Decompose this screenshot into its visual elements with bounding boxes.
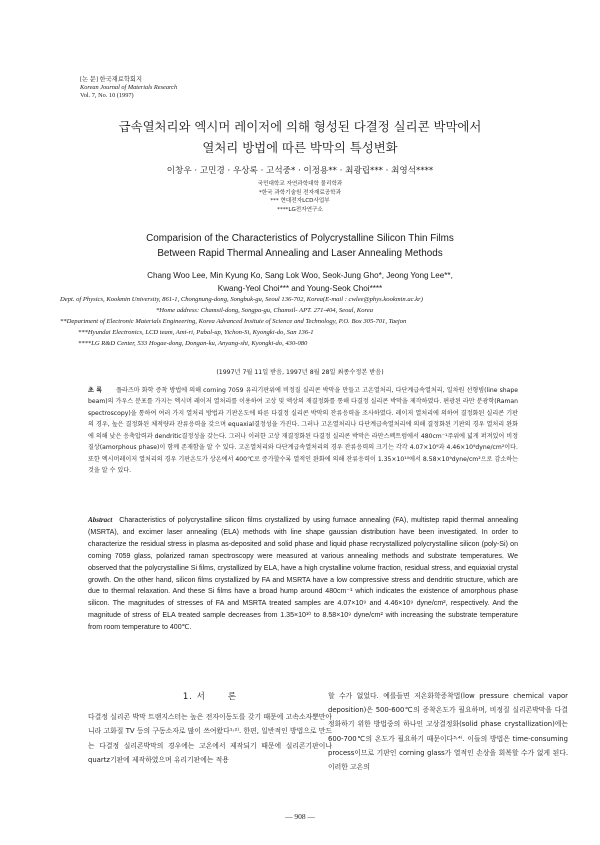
section-title-end: 론	[227, 692, 238, 702]
english-abstract-label: Abstract	[88, 516, 113, 524]
body-column-right	[328, 689, 568, 774]
english-affiliation: ***Hyundai Electronics, LCD team, Ami-ri, Pubal-up, Yichon-Si, Kyongki-do, San 136-1	[78, 329, 314, 336]
english-affiliations	[60, 294, 560, 349]
english-affiliation: **Department of Electronic Materials Engineering, Korea Advanced Insitute of Science and Technology, P.O. Box 305-701, Taejon	[60, 318, 407, 325]
body-text-left: 다결정 실리콘 박막 트랜지스터는 높은 전자이동도를 갖기 때문에 고속소자뿐만아니라 고화질 TV 등의 구동소자로 많이 쓰여왔다¹˒²⁾. 한편, 일반적인 방법으로 만드는 다결정 실리콘박막의 경우에는 고온에서 제작되기 때문에 실리콘기판이나 quartz기판에 제작하였으며 유리기판에는 적용	[88, 713, 332, 764]
english-authors	[0, 269, 600, 295]
korean-affiliation: *** 현대전자LCD사업부	[270, 198, 330, 205]
journal-volume: Vol. 7, No. 10 (1997)	[80, 92, 134, 99]
english-title-line-2: Between Rapid Thermal Annealing and Laser Annealing Methods	[157, 248, 443, 259]
journal-line-korean: [논 문] 한국재료학회지	[80, 76, 143, 83]
english-authors-line-2: Kwang-Yeol Choi*** and Young-Seok Choi****	[217, 284, 383, 293]
korean-affiliation: *한국 과학기술원 전자재료공학과	[258, 189, 341, 196]
english-abstract	[88, 515, 518, 634]
korean-abstract-label: 초 록	[88, 387, 103, 394]
english-title	[0, 231, 600, 261]
page-number: — 908 —	[285, 812, 315, 821]
english-affiliation: Dept. of Physics, Kookmin University, 861-1, Chongnung-dong, Songbuk-gu, Seoul 136-702, Korea(E-mail : cwlee@phys.kookmin.ac.kr)	[60, 296, 423, 303]
korean-abstract-text: 플라즈마 화학 증착 방법에 의해 corning 7059 유리기판위에 비정질 실리콘 박막을 만들고 고온열처리, 다단계급속열처리, 일차원 선형빔(line shape beam)의 가우스 분포를 가지는 엑시머 레이저 열처리를 이용하여 고상 및 액상의 재결정화를 통해 다결정 실리콘 박막을 제작하였다. 편광된 라만 분광학(Raman spectroscopy)을 통하여 여러 가지 열처리 방법과 기판온도에 따른 다결정 실리콘 박막의 잔류응력을 조사하였다. 레이저 열처리에 의하여 결정화된 실리콘 기판의 경우, 높은 결정화된 체적량과 잔류응력을 갖으며 equaxial결정성을 가진다. 그러나 고온열처리나 다단계급속열처리에 의해 결정화된 기판의 경우 열처리 완화에 의해 낮은 응축압력과 dendritic결정성을 갖는다. 그러나 이러한 고상 재결정화된 다결정 실리콘 박막은 라만스펙트럼에서 480cm⁻¹주위에 넓게 퍼져있어 비정질상(amorphous phase)이 함께 존재함을 알 수 있다. 고온열처리와 다단계급속열처리의 경우 잔류응력의 크기는 각각 4.07×10⁹과 4.46×10⁹dyne/cm²이다. 또한 엑시머레이저 열처리의 경우 기판온도가 상온에서 400℃로 증가할수록 열적인 완화에 의해 잔류응력이 1.35×10¹⁰에서 8.58×10⁹dyne/cm²으로 감소하는 것을 알 수 있다.	[88, 387, 518, 475]
section-heading	[88, 690, 332, 704]
english-affiliation: ****LG R&D Center, 533 Hogae-dong, Dongan-ku, Anyang-shi, Kyongki-do, 430-080	[78, 340, 308, 347]
body-column-left	[88, 690, 332, 767]
korean-affiliation: 국민대학교 자연과학대학 물리학과	[257, 181, 343, 187]
korean-affiliations	[0, 180, 600, 214]
english-abstract-text: Characteristics of polycrystalline silicon films crystallized by using furnace annealing (FA), multistep rapid thermal annealing (MSRTA), and excimer laser annealing (ELA) methods with line shape gaussian distribution have been investigated. In order to characterize the residual stress in plasma as-deposited and solid phase and liquid phase recrystallized polycrystalline silicon (poly-Si) on corning 7059 glass, polarized raman spectroscopy were measured at various annealing methods and substrate temperatures. We observed that the polycrystalline Si films, crystallized by ELA, have a high crystalline volume fraction, residual stress, and equiaxial crystal growth. On the other hand, silicon films crystallized by FA and MSRTA have a low compressive stress and dendritic structure, which are due to thermal relaxation. And these Si films have a broad hump around 480cm⁻¹ which indicates the existence of amorphous phase silicon. The magnitudes of stresses of FA and MSRTA treated samples are 4.07×10⁹ and 4.46×10⁹ dyne/cm², respectively. And the magnitude of stress of ELA treated sample decreases from 1.35×10¹⁰ to 8.58×10⁹ dyne/cm² with increasing the substrate temperature from room temperature to 400℃.	[88, 517, 518, 632]
korean-affiliation: ****LG전자연구소	[277, 206, 323, 213]
english-authors-line-1: Chang Woo Lee, Min Kyung Ko, Sang Lok Woo, Seok-Jung Gho*, Jeong Yong Lee**,	[147, 271, 453, 280]
section-number: 1. 서	[182, 692, 206, 702]
korean-authors: 이창우 · 고민경 · 우상록 · 고석중* · 이정용** · 최광립*** · 최영석****	[166, 166, 434, 176]
journal-line-english: Korean Journal of Materials Research	[80, 84, 178, 91]
korean-abstract	[88, 385, 518, 477]
journal-header	[80, 76, 177, 100]
korean-title-line-2: 열처리 방법에 따른 박막의 특성변화	[202, 140, 398, 155]
english-affiliation: *Home address: Chamsil-dong, Songpa-gu, Chamsil- APT. 271-404, Seoul, Korea	[156, 307, 374, 314]
body-text-right: 할 수가 없었다. 예를들면 저온화학증착법(low pressure chemical vapor deposition)은 500-600℃의 증착온도가 필요하며, 비정질 실리콘박막을 다결정화하기 위한 방법중의 하나인 고상결정화(solid phase crystallization)에는 600-700℃의 온도가 필요하기 때문이다³˒⁴⁾. 이들의 방법은 time-consuming process이므로 기판인 corning glass가 열적인 손상을 회복할 수가 없게 된다. 이러한 고온의	[328, 692, 568, 772]
received-date: (1997년 7월 11일 받음, 1997년 8월 28일 최종수정본 받음)	[216, 369, 384, 376]
english-title-line-1: Comparision of the Characteristics of Polycrystalline Silicon Thin Films	[146, 233, 454, 244]
korean-title	[0, 116, 600, 158]
korean-title-line-1: 급속열처리와 엑시머 레이저에 의해 형성된 다결정 실리콘 박막에서	[118, 119, 482, 134]
